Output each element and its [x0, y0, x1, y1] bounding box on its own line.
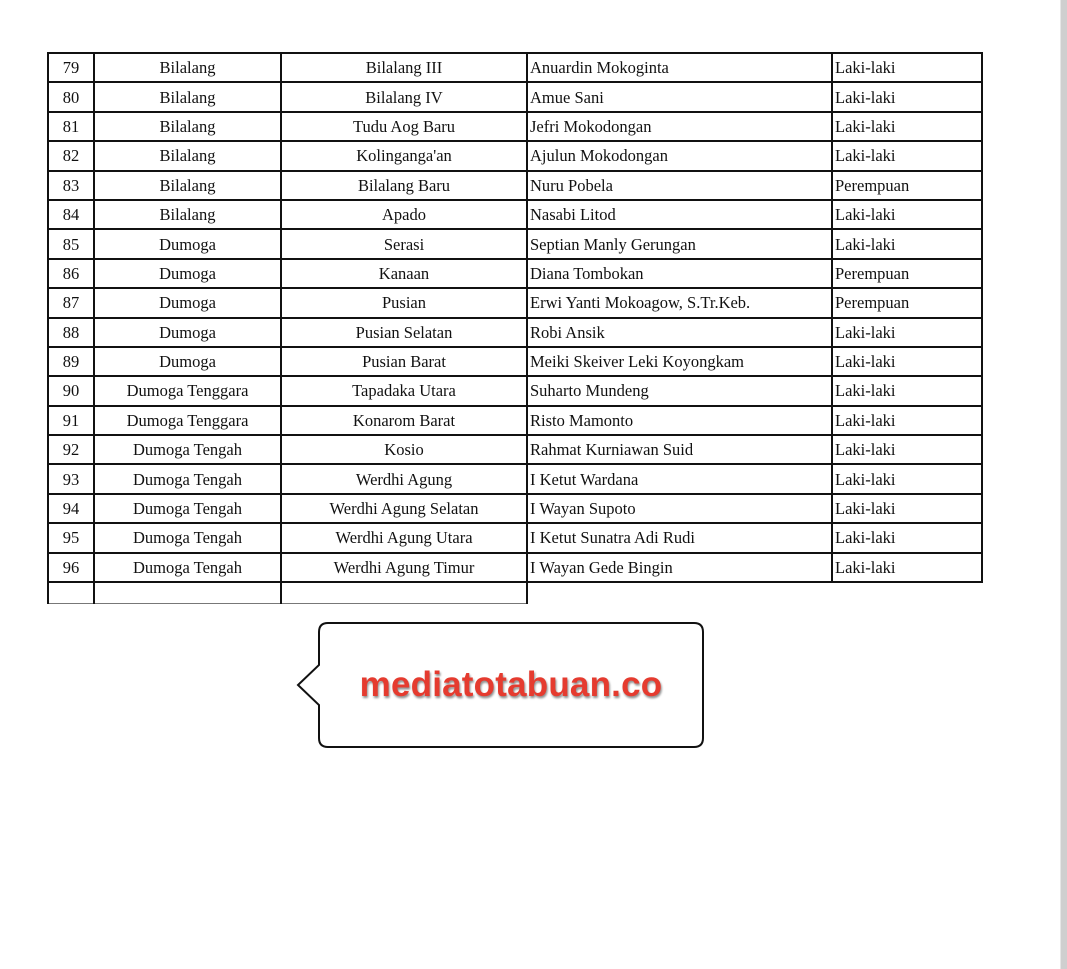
- table-row: [48, 200, 982, 229]
- table-row: [48, 553, 982, 582]
- cell-jenis-kelamin: Laki-laki: [832, 318, 982, 347]
- table-row: [48, 259, 982, 288]
- cell-desa: Bilalang III: [281, 53, 527, 82]
- cell-kecamatan: Dumoga Tengah: [94, 553, 281, 582]
- cell-jenis-kelamin: Laki-laki: [832, 553, 982, 582]
- cell-desa: Tudu Aog Baru: [281, 112, 527, 141]
- cell-kecamatan: Bilalang: [94, 141, 281, 170]
- cell-nama: Nasabi Litod: [527, 200, 832, 229]
- cell-empty: [94, 582, 281, 604]
- cell-desa: Bilalang IV: [281, 82, 527, 111]
- cell-nama: Risto Mamonto: [527, 406, 832, 435]
- cell-number: 95: [48, 523, 94, 552]
- table-row: [48, 494, 982, 523]
- cell-jenis-kelamin: Perempuan: [832, 259, 982, 288]
- cell-nama: I Wayan Gede Bingin: [527, 553, 832, 582]
- table-row: [48, 376, 982, 405]
- watermark-text: mediatotabuan.co: [359, 665, 663, 704]
- cell-kecamatan: Dumoga Tengah: [94, 464, 281, 493]
- cell-empty: [527, 582, 832, 604]
- cell-number: 96: [48, 553, 94, 582]
- cell-number: 83: [48, 171, 94, 200]
- cell-nama: Diana Tombokan: [527, 259, 832, 288]
- cell-nama: Jefri Mokodongan: [527, 112, 832, 141]
- table-row: [48, 82, 982, 111]
- cell-number: 90: [48, 376, 94, 405]
- cell-nama: Ajulun Mokodongan: [527, 141, 832, 170]
- scroll-edge: [1061, 0, 1067, 969]
- table-row: [48, 171, 982, 200]
- cell-jenis-kelamin: Laki-laki: [832, 112, 982, 141]
- cell-jenis-kelamin: Laki-laki: [832, 406, 982, 435]
- cell-nama: Robi Ansik: [527, 318, 832, 347]
- cell-kecamatan: Dumoga: [94, 318, 281, 347]
- cell-kecamatan: Dumoga Tengah: [94, 435, 281, 464]
- cell-nama: I Wayan Supoto: [527, 494, 832, 523]
- cell-jenis-kelamin: Laki-laki: [832, 376, 982, 405]
- cell-jenis-kelamin: Laki-laki: [832, 229, 982, 258]
- cell-jenis-kelamin: Laki-laki: [832, 82, 982, 111]
- cell-desa: Werdhi Agung Timur: [281, 553, 527, 582]
- data-table: [47, 52, 983, 604]
- cell-nama: I Ketut Wardana: [527, 464, 832, 493]
- cell-jenis-kelamin: Perempuan: [832, 288, 982, 317]
- cell-number: 88: [48, 318, 94, 347]
- cell-kecamatan: Bilalang: [94, 200, 281, 229]
- cell-jenis-kelamin: Laki-laki: [832, 494, 982, 523]
- cell-nama: Suharto Mundeng: [527, 376, 832, 405]
- cell-desa: Werdhi Agung: [281, 464, 527, 493]
- cell-desa: Bilalang Baru: [281, 171, 527, 200]
- cell-empty: [48, 582, 94, 604]
- table-row: [48, 435, 982, 464]
- cell-number: 87: [48, 288, 94, 317]
- cell-desa: Pusian Barat: [281, 347, 527, 376]
- table-row: [48, 229, 982, 258]
- cell-nama: I Ketut Sunatra Adi Rudi: [527, 523, 832, 552]
- cell-desa: Pusian Selatan: [281, 318, 527, 347]
- cell-desa: Werdhi Agung Selatan: [281, 494, 527, 523]
- cell-number: 86: [48, 259, 94, 288]
- cell-empty: [832, 582, 982, 604]
- cell-nama: Amue Sani: [527, 82, 832, 111]
- watermark-bubble: [296, 622, 706, 750]
- cell-kecamatan: Dumoga: [94, 259, 281, 288]
- cell-jenis-kelamin: Laki-laki: [832, 435, 982, 464]
- cell-number: 82: [48, 141, 94, 170]
- cell-kecamatan: Bilalang: [94, 82, 281, 111]
- cell-nama: Nuru Pobela: [527, 171, 832, 200]
- cell-empty: [281, 582, 527, 604]
- cell-number: 89: [48, 347, 94, 376]
- cell-jenis-kelamin: Laki-laki: [832, 347, 982, 376]
- cell-kecamatan: Dumoga: [94, 288, 281, 317]
- cell-number: 91: [48, 406, 94, 435]
- cell-desa: Tapadaka Utara: [281, 376, 527, 405]
- cell-number: 80: [48, 82, 94, 111]
- cell-kecamatan: Dumoga Tenggara: [94, 406, 281, 435]
- cell-jenis-kelamin: Laki-laki: [832, 200, 982, 229]
- table-body: [48, 53, 982, 604]
- table-row: [48, 288, 982, 317]
- cell-kecamatan: Bilalang: [94, 53, 281, 82]
- cell-jenis-kelamin: Laki-laki: [832, 141, 982, 170]
- cell-nama: Rahmat Kurniawan Suid: [527, 435, 832, 464]
- cell-desa: Kanaan: [281, 259, 527, 288]
- cell-desa: Serasi: [281, 229, 527, 258]
- cell-kecamatan: Bilalang: [94, 112, 281, 141]
- cell-kecamatan: Dumoga Tengah: [94, 523, 281, 552]
- cell-desa: Kolinganga'an: [281, 141, 527, 170]
- cell-jenis-kelamin: Laki-laki: [832, 523, 982, 552]
- table-row: [48, 53, 982, 82]
- table-row: [48, 523, 982, 552]
- cell-desa: Werdhi Agung Utara: [281, 523, 527, 552]
- cell-number: 81: [48, 112, 94, 141]
- cell-kecamatan: Dumoga: [94, 229, 281, 258]
- cell-jenis-kelamin: Perempuan: [832, 171, 982, 200]
- cell-number: 92: [48, 435, 94, 464]
- table-row: [48, 318, 982, 347]
- cell-kecamatan: Dumoga Tenggara: [94, 376, 281, 405]
- cell-kecamatan: Dumoga Tengah: [94, 494, 281, 523]
- cell-nama: Erwi Yanti Mokoagow, S.Tr.Keb.: [527, 288, 832, 317]
- table-row: [48, 112, 982, 141]
- cell-kecamatan: Dumoga: [94, 347, 281, 376]
- cell-kecamatan: Bilalang: [94, 171, 281, 200]
- cell-nama: Anuardin Mokoginta: [527, 53, 832, 82]
- table-row: [48, 406, 982, 435]
- cell-jenis-kelamin: Laki-laki: [832, 53, 982, 82]
- cell-jenis-kelamin: Laki-laki: [832, 464, 982, 493]
- cell-number: 79: [48, 53, 94, 82]
- cell-desa: Konarom Barat: [281, 406, 527, 435]
- table-row-empty: [48, 582, 982, 604]
- cell-desa: Apado: [281, 200, 527, 229]
- cell-desa: Kosio: [281, 435, 527, 464]
- table-row: [48, 464, 982, 493]
- cell-number: 93: [48, 464, 94, 493]
- cell-number: 84: [48, 200, 94, 229]
- table-row: [48, 347, 982, 376]
- cell-number: 94: [48, 494, 94, 523]
- cell-desa: Pusian: [281, 288, 527, 317]
- table-row: [48, 141, 982, 170]
- cell-number: 85: [48, 229, 94, 258]
- cell-nama: Septian Manly Gerungan: [527, 229, 832, 258]
- cell-nama: Meiki Skeiver Leki Koyongkam: [527, 347, 832, 376]
